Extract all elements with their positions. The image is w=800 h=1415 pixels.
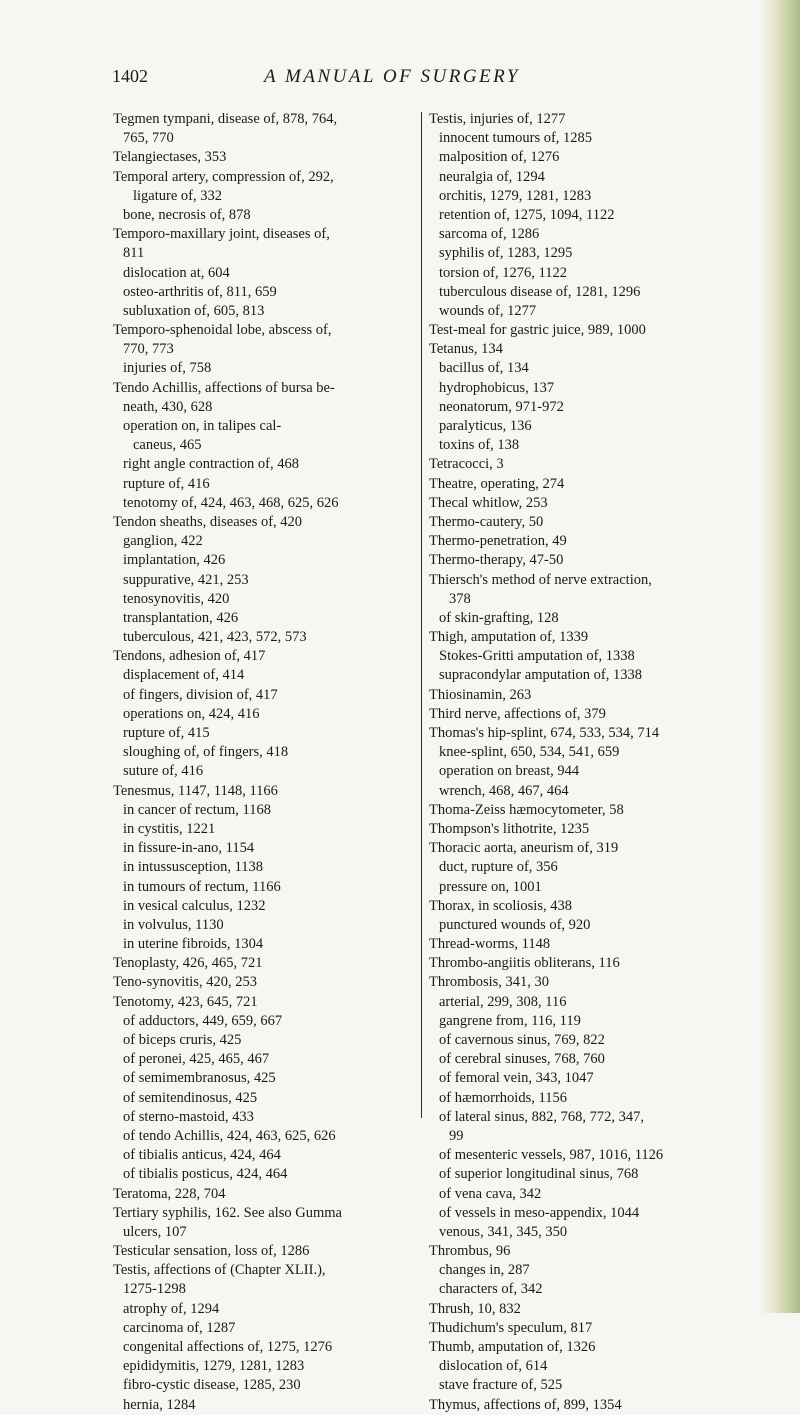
index-entry: Tetanus, 134 bbox=[429, 341, 503, 358]
index-entry: in cystitis, 1221 bbox=[123, 820, 216, 837]
index-entry: Tenoplasty, 426, 465, 721 bbox=[113, 955, 263, 972]
index-entry: Thermo-cautery, 50 bbox=[429, 513, 544, 530]
index-entry: of vessels in meso-appendix, 1044 bbox=[439, 1204, 640, 1221]
index-entry: punctured wounds of, 920 bbox=[439, 916, 591, 933]
index-entry: Tendo Achillis, affections of bursa be- bbox=[113, 379, 335, 396]
index-entry: osteo-arthritis of, 811, 659 bbox=[123, 283, 277, 300]
index-entry: bacillus of, 134 bbox=[439, 360, 529, 377]
index-entry: Theatre, operating, 274 bbox=[429, 475, 565, 492]
index-entry: of cerebral sinuses, 768, 760 bbox=[439, 1051, 605, 1068]
index-column-right bbox=[429, 110, 739, 1415]
index-entry: orchitis, 1279, 1281, 1283 bbox=[439, 187, 592, 204]
index-entry: retention of, 1275, 1094, 1122 bbox=[439, 206, 615, 223]
index-entry: displacement of, 414 bbox=[123, 667, 245, 684]
index-entry: Teratoma, 228, 704 bbox=[113, 1185, 226, 1202]
index-entry: tenosynovitis, 420 bbox=[123, 590, 230, 607]
index-entry: Thigh, amputation of, 1339 bbox=[429, 629, 589, 646]
index-entry: of semitendinosus, 425 bbox=[123, 1089, 258, 1106]
index-entry: Thorax, in scoliosis, 438 bbox=[429, 897, 572, 914]
running-title: A MANUAL OF SURGERY bbox=[264, 66, 520, 87]
page-header bbox=[112, 66, 732, 88]
index-entry: fibro-cystic disease, 1285, 230 bbox=[123, 1377, 301, 1394]
index-entry: supracondylar amputation of, 1338 bbox=[439, 667, 642, 684]
index-entry: Thoma-Zeiss hæmocytometer, 58 bbox=[429, 801, 624, 818]
index-entry: atrophy of, 1294 bbox=[123, 1300, 220, 1317]
index-entry: bone, necrosis of, 878 bbox=[123, 206, 251, 223]
index-entry: of superior longitudinal sinus, 768 bbox=[439, 1166, 639, 1183]
index-entry: wrench, 468, 467, 464 bbox=[439, 782, 569, 799]
index-entry: Tegmen tympani, disease of, 878, 764, bbox=[113, 111, 338, 127]
index-entry: Thermo-therapy, 47-50 bbox=[429, 552, 564, 569]
index-entry: hydrophobicus, 137 bbox=[439, 379, 555, 396]
index-entry: suture of, 416 bbox=[123, 763, 204, 780]
index-entry: implantation, 426 bbox=[123, 552, 226, 569]
index-entry: subluxation of, 605, 813 bbox=[123, 302, 265, 319]
index-entry: stave fracture of, 525 bbox=[439, 1377, 563, 1394]
index-entry: toxins of, 138 bbox=[439, 437, 520, 454]
index-entry: tuberculous disease of, 1281, 1296 bbox=[439, 283, 641, 300]
index-entry: 811 bbox=[123, 245, 145, 262]
index-entry: hernia, 1284 bbox=[123, 1396, 196, 1413]
index-entry: injuries of, 758 bbox=[123, 360, 212, 377]
index-entry: Telangiectases, 353 bbox=[113, 149, 227, 166]
index-entry: tuberculous, 421, 423, 572, 573 bbox=[123, 629, 307, 646]
index-entry: Temporo-maxillary joint, diseases of, bbox=[113, 226, 330, 243]
index-entry: of tendo Achillis, 424, 463, 625, 626 bbox=[123, 1127, 336, 1144]
index-entry: transplantation, 426 bbox=[123, 609, 239, 626]
index-entry: Thread-worms, 1148 bbox=[429, 936, 551, 953]
index-entry: 770, 773 bbox=[123, 341, 174, 358]
index-entry: Thiosinamin, 263 bbox=[429, 686, 532, 703]
index-entry: Thiersch's method of nerve extraction, bbox=[429, 571, 652, 588]
index-entry: Test-meal for gastric juice, 989, 1000 bbox=[429, 322, 646, 339]
index-entry: Thrombosis, 341, 30 bbox=[429, 974, 550, 991]
index-entry: Testicular sensation, loss of, 1286 bbox=[113, 1243, 310, 1260]
index-entry: in uterine fibroids, 1304 bbox=[123, 936, 264, 953]
index-entry: of semimembranosus, 425 bbox=[123, 1070, 276, 1087]
index-entry: right angle contraction of, 468 bbox=[123, 456, 299, 473]
index-entry: dislocation of, 614 bbox=[439, 1358, 548, 1375]
index-entry: neath, 430, 628 bbox=[123, 398, 213, 415]
column-divider bbox=[421, 112, 422, 1118]
index-entry: epididymitis, 1279, 1281, 1283 bbox=[123, 1358, 305, 1375]
index-entry: Thomas's hip-splint, 674, 533, 534, 714 bbox=[429, 725, 660, 741]
index-entry: in cancer of rectum, 1168 bbox=[123, 801, 272, 818]
index-entry: of vena cava, 342 bbox=[439, 1185, 542, 1202]
index-entry: pressure on, 1001 bbox=[439, 878, 542, 895]
index-entry: Thrush, 10, 832 bbox=[429, 1300, 521, 1317]
index-entry: Testis, affections of (Chapter XLII.), bbox=[113, 1262, 326, 1279]
index-entry: of hæmorrhoids, 1156 bbox=[439, 1089, 567, 1106]
index-entry: Temporo-sphenoidal lobe, abscess of, bbox=[113, 322, 332, 339]
index-entry: of tibialis anticus, 424, 464 bbox=[123, 1147, 281, 1164]
index-entry: wounds of, 1277 bbox=[439, 302, 537, 319]
index-entry: arterial, 299, 308, 116 bbox=[439, 993, 567, 1010]
index-entry: Testis, injuries of, 1277 bbox=[429, 111, 566, 127]
index-entry: tenotomy of, 424, 463, 468, 625, 626 bbox=[123, 494, 339, 511]
index-entry: in tumours of rectum, 1166 bbox=[123, 878, 281, 895]
index-entry: in vesical calculus, 1232 bbox=[123, 897, 266, 914]
index-entry: Tenotomy, 423, 645, 721 bbox=[113, 993, 258, 1010]
index-entry: ligature of, 332 bbox=[133, 187, 222, 204]
index-entry: in intussusception, 1138 bbox=[123, 859, 264, 876]
index-entry: torsion of, 1276, 1122 bbox=[439, 264, 567, 281]
index-entry: of tibialis posticus, 424, 464 bbox=[123, 1166, 288, 1183]
index-entry: paralyticus, 136 bbox=[439, 418, 532, 434]
index-entry: Tendons, adhesion of, 417 bbox=[113, 648, 266, 665]
index-entry: operation on, in talipes cal- bbox=[123, 418, 282, 434]
index-entry: dislocation at, 604 bbox=[123, 264, 230, 281]
index-entry: knee-splint, 650, 534, 541, 659 bbox=[439, 744, 620, 761]
index-entry: carcinoma of, 1287 bbox=[123, 1319, 236, 1336]
index-entry: of femoral vein, 343, 1047 bbox=[439, 1070, 594, 1087]
index-entry: Thumb, amputation of, 1326 bbox=[429, 1339, 596, 1355]
index-entry: 765, 770 bbox=[123, 130, 174, 147]
index-entry: Thudichum's speculum, 817 bbox=[429, 1319, 593, 1336]
index-entry: venous, 341, 345, 350 bbox=[439, 1223, 568, 1240]
index-entry: of mesenteric vessels, 987, 1016, 1126 bbox=[439, 1147, 664, 1164]
page-number: 1402 bbox=[112, 66, 148, 86]
index-entry: suppurative, 421, 253 bbox=[123, 571, 249, 588]
index-entry: in fissure-in-ano, 1154 bbox=[123, 840, 255, 857]
index-entry: Tendon sheaths, diseases of, 420 bbox=[113, 513, 303, 530]
index-entry: ulcers, 107 bbox=[123, 1223, 187, 1240]
index-entry: rupture of, 415 bbox=[123, 725, 210, 741]
index-entry: Thermo-penetration, 49 bbox=[429, 533, 567, 550]
index-entry: caneus, 465 bbox=[133, 437, 202, 454]
page-edge-shadow bbox=[760, 0, 800, 1313]
index-entry: Tetracocci, 3 bbox=[429, 456, 504, 473]
index-entry: of cavernous sinus, 769, 822 bbox=[439, 1032, 605, 1048]
index-entry: Temporal artery, compression of, 292, bbox=[113, 168, 334, 185]
index-entry: Tenesmus, 1147, 1148, 1166 bbox=[113, 782, 278, 799]
index-entry: of biceps cruris, 425 bbox=[123, 1032, 242, 1048]
index-entry: of peronei, 425, 465, 467 bbox=[123, 1051, 270, 1068]
index-entry: ganglion, 422 bbox=[123, 533, 203, 550]
index-entry: gangrene from, 116, 119 bbox=[439, 1012, 581, 1029]
index-entry: 1275-1298 bbox=[123, 1281, 186, 1298]
index-entry: Tertiary syphilis, 162. See also Gumma bbox=[113, 1204, 342, 1221]
index-entry: Thoracic aorta, aneurism of, 319 bbox=[429, 840, 619, 857]
index-entry: 99 bbox=[449, 1127, 464, 1144]
index-entry: of fingers, division of, 417 bbox=[123, 686, 278, 703]
index-entry: of skin-grafting, 128 bbox=[439, 609, 559, 626]
index-column-left bbox=[113, 110, 413, 1415]
index-entry: Teno-synovitis, 420, 253 bbox=[113, 974, 257, 991]
index-entry: in volvulus, 1130 bbox=[123, 916, 224, 933]
index-entry: operation on breast, 944 bbox=[439, 763, 580, 780]
index-entry: characters of, 342 bbox=[439, 1281, 543, 1298]
index-entry: of lateral sinus, 882, 768, 772, 347, bbox=[439, 1108, 644, 1125]
index-entry: Stokes-Gritti amputation of, 1338 bbox=[439, 648, 635, 665]
index-entry: sarcoma of, 1286 bbox=[439, 226, 540, 243]
index-entry: of adductors, 449, 659, 667 bbox=[123, 1012, 283, 1029]
index-entry: malposition of, 1276 bbox=[439, 149, 560, 166]
index-entry: Thrombo-angiitis obliterans, 116 bbox=[429, 955, 620, 972]
index-entry: duct, rupture of, 356 bbox=[439, 859, 558, 876]
index-entry: Thrombus, 96 bbox=[429, 1243, 511, 1260]
index-entry: Thompson's lithotrite, 1235 bbox=[429, 820, 590, 837]
index-entry: Thymus, affections of, 899, 1354 bbox=[429, 1396, 622, 1413]
index-entry: Thecal whitlow, 253 bbox=[429, 494, 548, 511]
index-entry: sloughing of, of fingers, 418 bbox=[123, 744, 289, 761]
index-entry: of sterno-mastoid, 433 bbox=[123, 1108, 254, 1125]
index-entry: syphilis of, 1283, 1295 bbox=[439, 245, 573, 262]
index-entry: Third nerve, affections of, 379 bbox=[429, 705, 606, 722]
index-entry: changes in, 287 bbox=[439, 1262, 530, 1279]
index-entry: operations on, 424, 416 bbox=[123, 705, 260, 722]
index-entry: 378 bbox=[449, 590, 471, 607]
index-entry: neonatorum, 971-972 bbox=[439, 398, 564, 415]
index-entry: rupture of, 416 bbox=[123, 475, 210, 492]
index-entry: neuralgia of, 1294 bbox=[439, 168, 545, 185]
index-entry: congenital affections of, 1275, 1276 bbox=[123, 1339, 333, 1355]
index-entry: innocent tumours of, 1285 bbox=[439, 130, 593, 147]
